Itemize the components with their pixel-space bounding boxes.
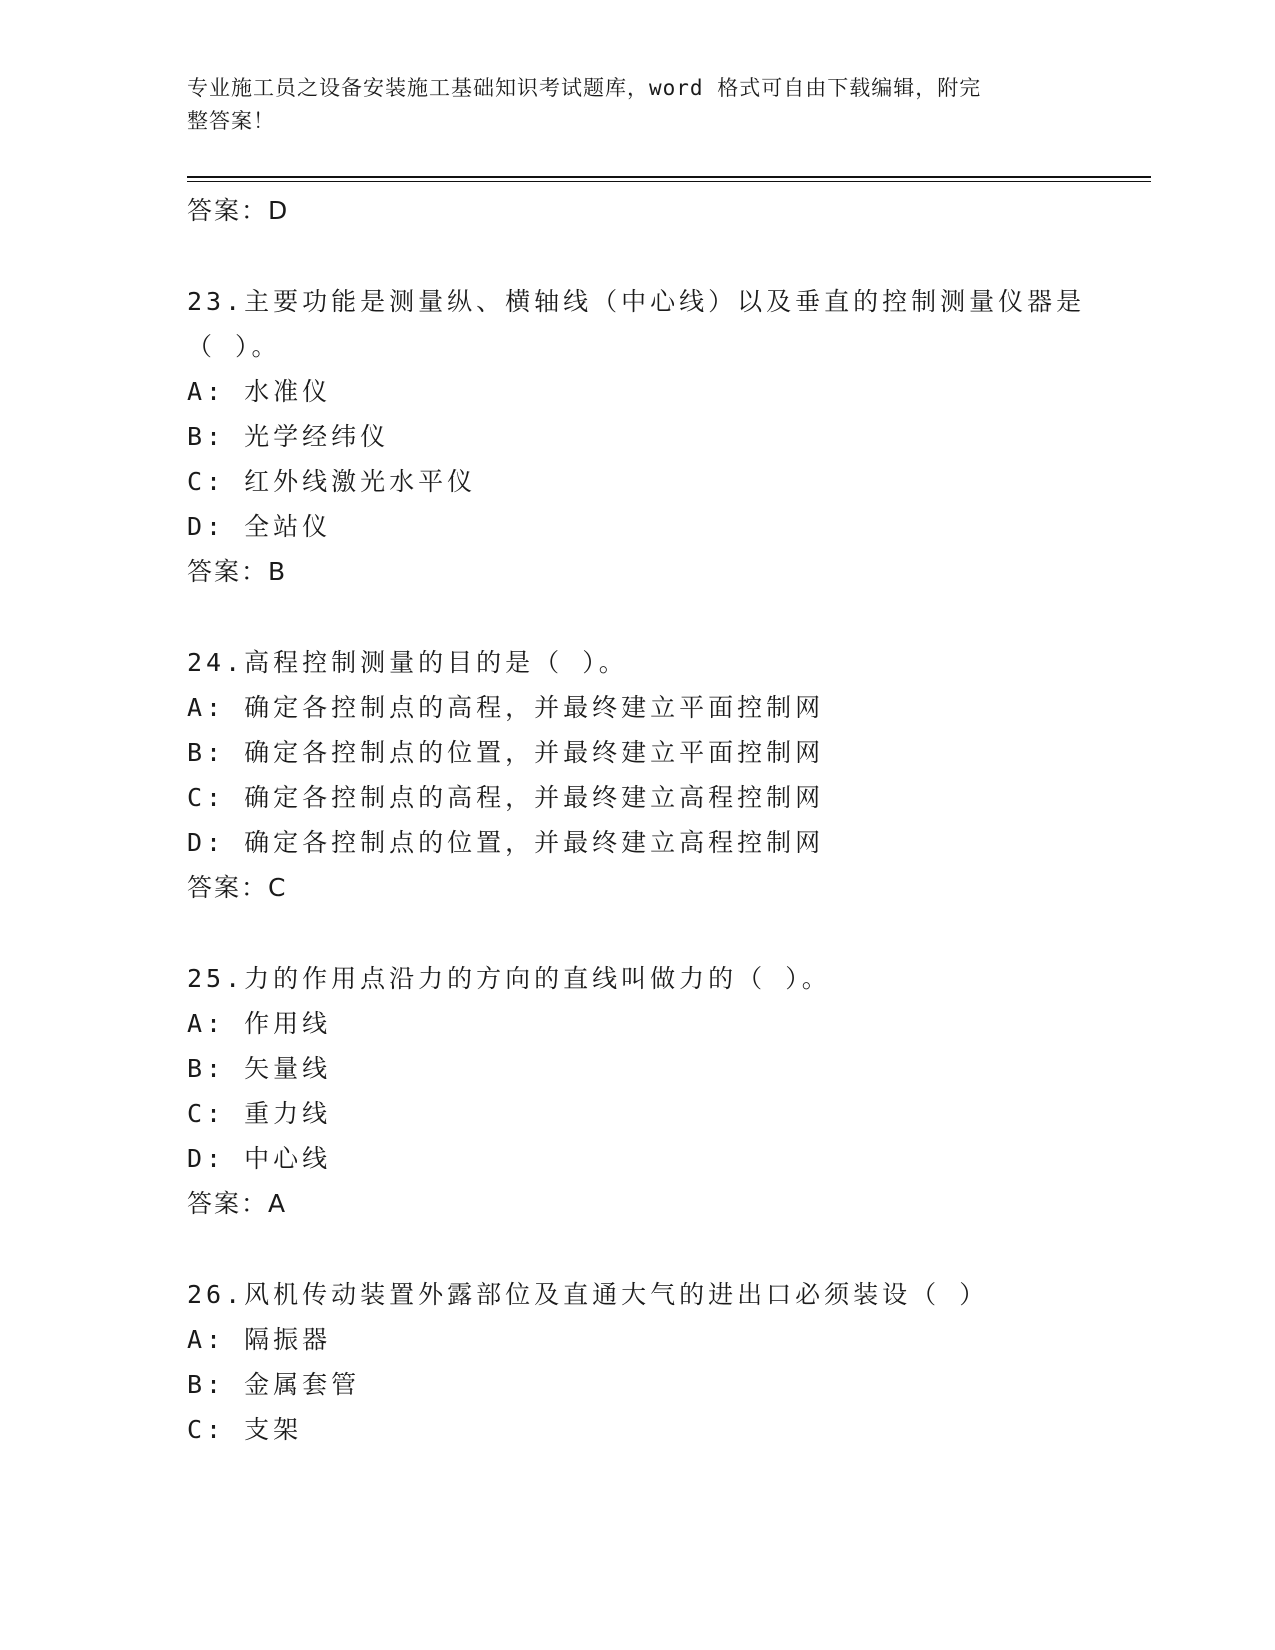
answer: 答案：A [187,1189,288,1218]
question-23 [187,279,1087,594]
option-c: C: 红外线激光水平仪 [187,467,477,496]
option-b: B: 确定各控制点的位置，并最终建立平面控制网 [187,738,825,767]
question-24 [187,640,1087,910]
header-divider-thick [187,176,1151,178]
spacer [187,910,1087,956]
option-a: A: 确定各控制点的高程，并最终建立平面控制网 [187,693,825,722]
document-header [187,72,1067,138]
question-26 [187,1272,1087,1452]
question-stem: 24.高程控制测量的目的是（ ）。 [187,648,628,677]
spacer [187,1226,1087,1272]
spacer [187,233,1087,279]
question-stem: 23.主要功能是测量纵、横轴线（中心线）以及垂直的控制测量仪器是 [187,287,1086,316]
answer: 答案：B [187,557,288,586]
question-stem: 25.力的作用点沿力的方向的直线叫做力的（ ）。 [187,964,831,993]
header-divider-thin [187,181,1151,182]
answer: 答案：C [187,873,288,902]
option-d: D: 确定各控制点的位置，并最终建立高程控制网 [187,828,825,857]
question-25 [187,956,1087,1226]
option-b: B: 金属套管 [187,1370,361,1399]
question-stem-continued: （ ）。 [187,332,281,361]
option-b: B: 光学经纬仪 [187,422,390,451]
option-c: C: 重力线 [187,1099,332,1128]
option-d: D: 中心线 [187,1144,332,1173]
previous-answer: 答案：D [187,196,290,225]
option-a: A: 作用线 [187,1009,332,1038]
question-stem: 26.风机传动装置外露部位及直通大气的进出口必须装设（ ） [187,1280,989,1309]
question-list [187,188,1087,1452]
option-c: C: 确定各控制点的高程，并最终建立高程控制网 [187,783,825,812]
option-a: A: 隔振器 [187,1325,332,1354]
option-b: B: 矢量线 [187,1054,332,1083]
header-line-1: 专业施工员之设备安装施工基础知识考试题库，word 格式可自由下载编辑，附完 [187,76,982,100]
option-a: A: 水准仪 [187,377,332,406]
header-line-2: 整答案！ [187,109,275,133]
spacer [187,594,1087,640]
option-c: C: 支架 [187,1415,303,1444]
option-d: D: 全站仪 [187,512,332,541]
